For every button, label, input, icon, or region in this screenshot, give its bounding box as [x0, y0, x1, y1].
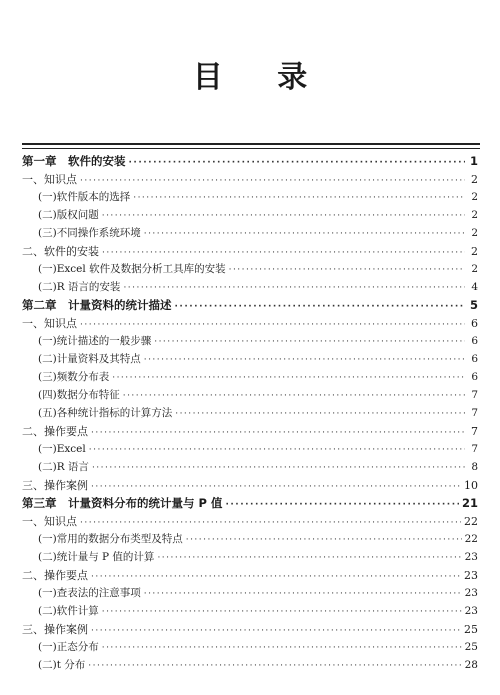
- toc-entry-page: 2: [471, 191, 478, 203]
- toc-entry[interactable]: [38, 369, 478, 388]
- toc-entry-page: 6: [471, 335, 478, 347]
- toc-leader-dots: [144, 589, 462, 599]
- toc-entry[interactable]: [38, 279, 478, 298]
- toc-entry-page: 7: [471, 407, 478, 419]
- toc-entry-label: (一)Excel 软件及数据分析工具库的安装: [38, 263, 226, 275]
- toc-entry-label: (二)统计量与 P 值的计算: [38, 551, 155, 563]
- toc-leader-dots: [91, 626, 461, 636]
- toc-entry-label: 一、知识点: [22, 173, 77, 186]
- toc-entry[interactable]: [22, 315, 478, 334]
- toc-entry[interactable]: [22, 423, 478, 442]
- toc-entry-page: 7: [471, 425, 478, 438]
- toc-entry-label: (二)R 语言的安装: [38, 281, 121, 293]
- toc-entry[interactable]: [38, 603, 478, 622]
- toc-entry[interactable]: [38, 261, 478, 280]
- toc-entry[interactable]: [38, 189, 478, 208]
- toc-leader-dots: [229, 265, 465, 275]
- toc-entry[interactable]: [22, 171, 478, 190]
- toc-leader-dots: [186, 535, 462, 545]
- toc-entry-page: 10: [464, 479, 478, 492]
- toc-entry-label: 一、知识点: [22, 515, 77, 528]
- toc-entry[interactable]: [38, 657, 478, 676]
- page-title: 目 录: [192, 60, 330, 95]
- toc-entry-page: 2: [471, 209, 478, 221]
- toc-entry-label: (一)查表法的注意事项: [38, 587, 141, 599]
- toc-entry-label: (一)统计描述的一般步骤: [38, 335, 152, 347]
- toc-entry-page: 8: [471, 461, 478, 473]
- toc-leader-dots: [80, 320, 465, 330]
- toc-entry-page: 22: [464, 515, 478, 528]
- toc-entry-page: 22: [464, 533, 478, 545]
- toc-entry[interactable]: [22, 495, 478, 514]
- toc-entry[interactable]: [38, 207, 478, 226]
- toc-entry-page: 7: [471, 389, 478, 401]
- toc-entry-label: 第二章 计量资料的统计描述: [22, 298, 172, 312]
- toc-entry-label: (五)各种统计指标的计算方法: [38, 407, 173, 419]
- toc-entry-label: (一)常用的数据分布类型及特点: [38, 533, 183, 545]
- toc-entry[interactable]: [22, 153, 478, 172]
- toc-entry[interactable]: [22, 477, 478, 496]
- toc-entry[interactable]: [22, 567, 478, 586]
- toc-entry-label: (三)不同操作系统环境: [38, 227, 141, 239]
- toc-entry[interactable]: [38, 351, 478, 370]
- toc-entry-label: 二、操作要点: [22, 569, 88, 582]
- toc-entry[interactable]: [22, 513, 478, 532]
- toc-entry-page: 2: [471, 227, 478, 239]
- toc-entry[interactable]: [38, 387, 478, 406]
- toc-leader-dots: [102, 607, 462, 617]
- toc-leader-dots: [91, 572, 461, 582]
- toc-entry[interactable]: [38, 459, 478, 478]
- toc-entry-page: 28: [464, 659, 478, 671]
- toc-entry[interactable]: [22, 243, 478, 262]
- toc-leader-dots: [133, 193, 465, 203]
- toc-entry[interactable]: [38, 225, 478, 244]
- toc-entry-label: 第三章 计量资料分布的统计量与 P 值: [22, 496, 223, 510]
- toc-entry[interactable]: [38, 333, 478, 352]
- toc-leader-dots: [144, 355, 465, 365]
- toc-entry[interactable]: [38, 639, 478, 658]
- toc-leader-dots: [89, 445, 465, 455]
- toc-entry-page: 25: [464, 641, 478, 653]
- toc-leader-dots: [225, 500, 459, 510]
- toc-leader-dots: [102, 211, 465, 221]
- toc-entry-label: 一、知识点: [22, 317, 77, 330]
- toc-leader-dots: [91, 428, 465, 438]
- toc-leader-dots: [129, 158, 466, 168]
- toc-leader-dots: [102, 248, 465, 258]
- toc-entry-label: 三、操作案例: [22, 623, 88, 636]
- toc-entry[interactable]: [38, 549, 478, 568]
- toc-leader-dots: [157, 553, 461, 563]
- toc-entry-page: 6: [471, 317, 478, 330]
- toc-entry[interactable]: [38, 441, 478, 460]
- toc-entry-label: (二)软件计算: [38, 605, 99, 617]
- toc-leader-dots: [175, 302, 466, 312]
- toc-entry-page: 21: [461, 496, 478, 510]
- toc-entry-page: 2: [471, 263, 478, 275]
- toc-entry-label: 第一章 软件的安装: [22, 154, 126, 168]
- toc-entry-label: (四)数据分布特征: [38, 389, 120, 401]
- toc-entry-label: (二)t 分布: [38, 659, 86, 671]
- toc-entry-label: (三)频数分布表: [38, 371, 110, 383]
- toc-entry-label: (二)R 语言: [38, 461, 89, 473]
- toc-entry-page: 6: [471, 353, 478, 365]
- toc-entry-label: 二、软件的安装: [22, 245, 99, 258]
- toc-entry[interactable]: [38, 585, 478, 604]
- toc-entry-label: (二)计量资料及其特点: [38, 353, 141, 365]
- toc-entry-page: 23: [464, 551, 478, 563]
- toc-leader-dots: [92, 463, 465, 473]
- toc-entry-label: (一)Excel: [38, 443, 86, 455]
- toc-entry-page: 2: [471, 173, 478, 186]
- toc-leader-dots: [144, 229, 465, 239]
- toc-entry-page: 6: [471, 371, 478, 383]
- toc-leader-dots: [175, 409, 465, 419]
- toc-entry-page: 25: [464, 623, 478, 636]
- toc-entry-page: 4: [471, 281, 478, 293]
- toc-leader-dots: [80, 176, 465, 186]
- toc-entry-label: 三、操作案例: [22, 479, 88, 492]
- toc-leader-dots: [80, 518, 461, 528]
- toc-entry-page: 2: [471, 245, 478, 258]
- toc-entry-page: 5: [469, 298, 478, 312]
- toc-entry-page: 1: [469, 154, 478, 168]
- toc-entry-label: (一)正态分布: [38, 641, 99, 653]
- toc-leader-dots: [91, 482, 461, 492]
- toc-leader-dots: [102, 643, 462, 653]
- toc-entry[interactable]: [38, 405, 478, 424]
- toc-entry-label: 二、操作要点: [22, 425, 88, 438]
- toc-leader-dots: [112, 373, 465, 383]
- toc-leader-dots: [154, 337, 465, 347]
- toc-entry-page: 23: [464, 569, 478, 582]
- toc-entry-label: (二)版权问题: [38, 209, 99, 221]
- toc-entry[interactable]: [38, 531, 478, 550]
- toc-entry-page: 23: [464, 587, 478, 599]
- toc-entry-label: (一)软件版本的选择: [38, 191, 131, 203]
- toc-leader-dots: [123, 283, 465, 293]
- toc-entry-page: 23: [464, 605, 478, 617]
- toc-leader-dots: [123, 391, 465, 401]
- toc-entry-page: 7: [471, 443, 478, 455]
- toc-entry[interactable]: [22, 621, 478, 640]
- toc-leader-dots: [88, 661, 461, 671]
- toc-entry[interactable]: [22, 297, 478, 316]
